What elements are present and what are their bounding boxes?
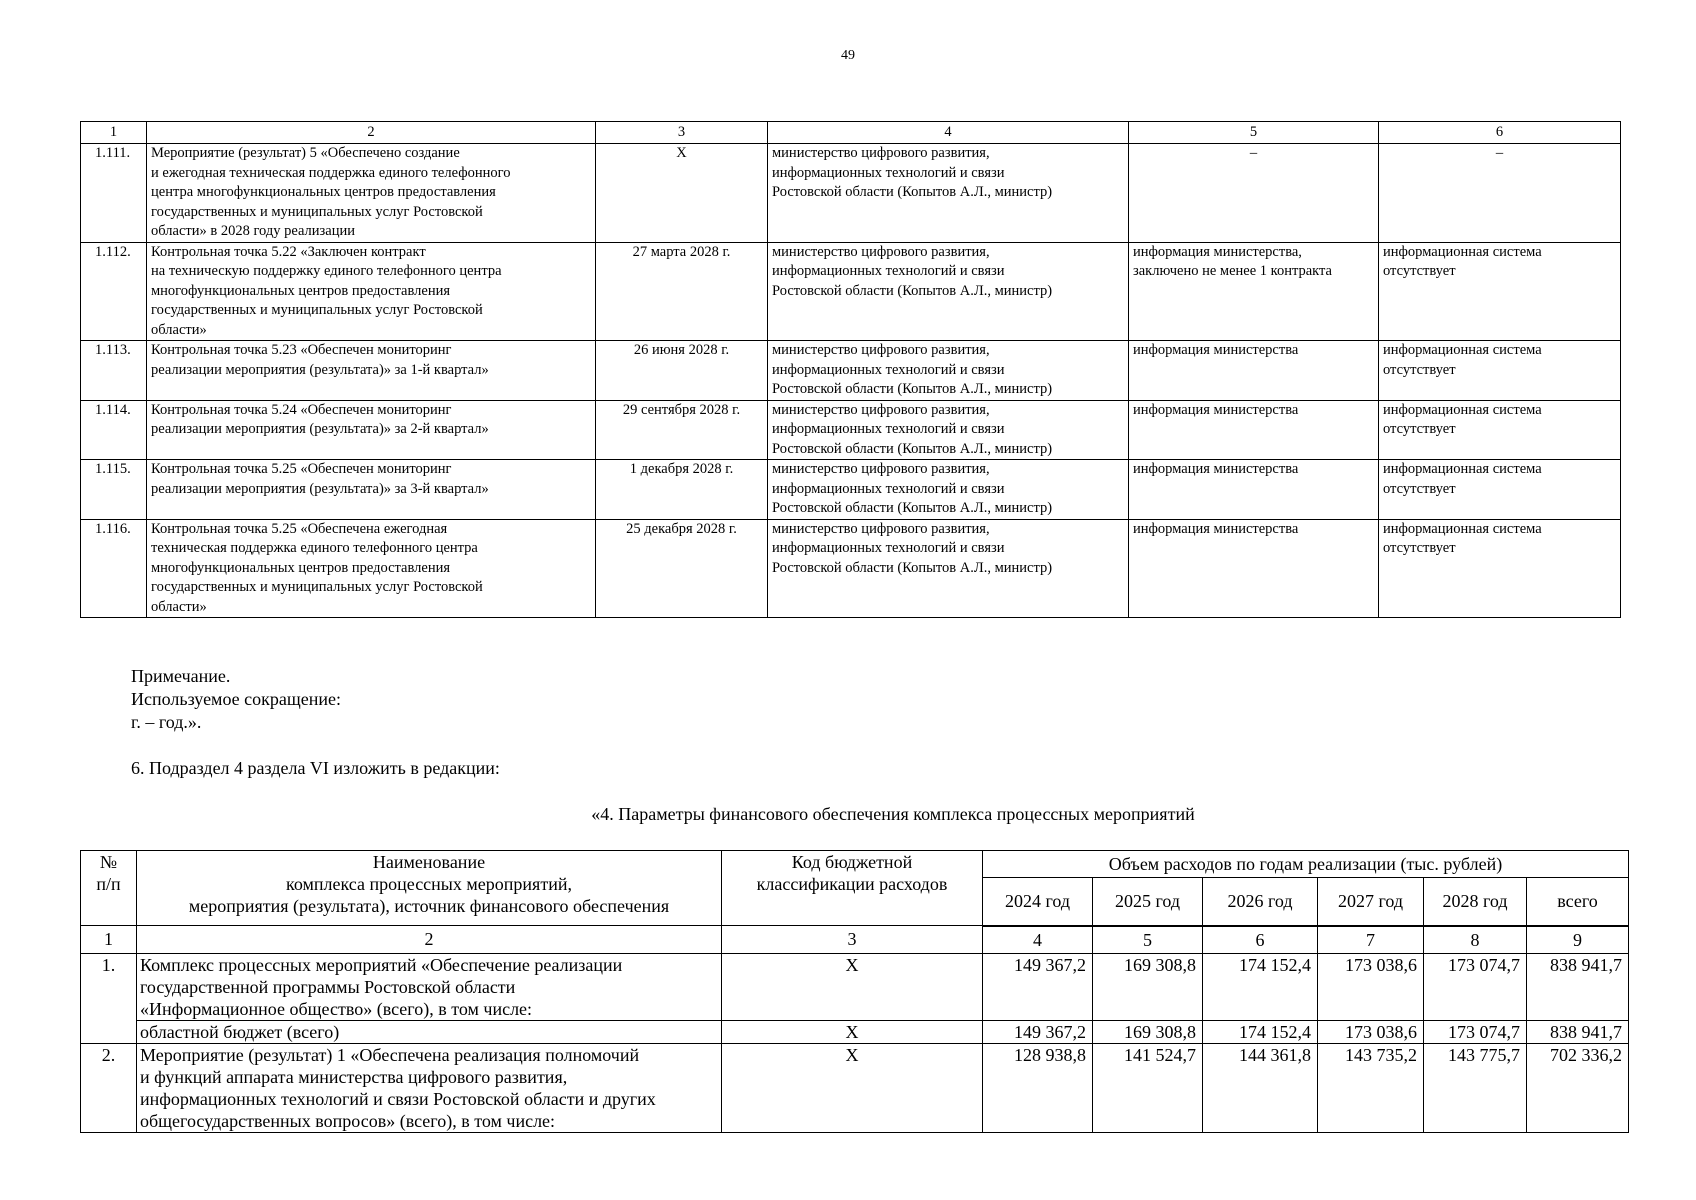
row-responsible-line: информационных технологий и связи — [772, 263, 1005, 279]
value-2025: 169 308,8 — [1093, 953, 1203, 1020]
row-responsible — [768, 242, 1129, 341]
row-confirming-document-line: заключено не менее 1 контракта — [1133, 263, 1332, 279]
row-description — [147, 144, 596, 243]
row-responsible — [768, 460, 1129, 520]
row-name-line: государственной программы Ростовской области — [140, 976, 516, 997]
header-text: п/п — [96, 874, 121, 894]
row-responsible-line: Ростовской области (Копытов А.Л., министр) — [772, 282, 1053, 299]
row-responsible — [768, 144, 1129, 243]
column-index: 4 — [983, 926, 1093, 954]
row-description-line: Контрольная точка 5.25 «Обеспечена ежегодная — [151, 520, 448, 537]
row-description-line: государственных и муниципальных услуг Ростовской — [151, 579, 483, 595]
row-confirming-document — [1129, 341, 1379, 401]
value-2028: 143 775,7 — [1424, 1043, 1527, 1132]
row-responsible-line: Ростовской области (Копытов А.Л., министр) — [772, 381, 1053, 397]
row-description-line: многофункциональных центров предоставления — [151, 282, 451, 299]
row-responsible-line: министерство цифрового развития, — [772, 520, 990, 537]
header-year: 2026 год — [1203, 878, 1318, 926]
header-year: 2027 год — [1318, 878, 1424, 926]
table-header-row — [81, 851, 1629, 878]
row-description-line: области» — [151, 321, 207, 338]
row-number: 1.116. — [81, 519, 147, 618]
row-description-line: Мероприятие (результат) 5 «Обеспечено создание — [151, 145, 460, 161]
row-information-system-line: отсутствует — [1383, 263, 1456, 279]
row-name-line: общегосударственных вопросов» (всего), в том числе: — [140, 1110, 556, 1131]
header-text: комплекса процессных мероприятий, — [286, 874, 572, 894]
column-index: 4 — [768, 122, 1129, 144]
header-year: 2025 год — [1093, 878, 1203, 926]
row-responsible-line: информационных технологий и связи — [772, 361, 1005, 378]
page-number: 49 — [841, 48, 855, 63]
row-information-system — [1379, 519, 1621, 618]
row-name-line: и функций аппарата министерства цифрового развития, — [140, 1066, 568, 1087]
row-responsible-line: Ростовской области (Копытов А.Л., министр) — [772, 440, 1053, 457]
note-block — [131, 665, 341, 734]
row-information-system-line: информационная система — [1383, 461, 1542, 477]
row-deadline: 25 декабря 2028 г. — [596, 519, 768, 618]
row-information-system-line: – — [1495, 145, 1504, 161]
row-description-line: и ежегодная техническая поддержка единого телефонного — [151, 164, 511, 181]
value-2024: 149 367,2 — [983, 953, 1093, 1020]
column-index: 2 — [137, 926, 722, 954]
financing-table — [80, 850, 1629, 1133]
table-row — [81, 144, 1621, 243]
table-row — [81, 460, 1621, 520]
column-index: 7 — [1318, 926, 1424, 954]
row-confirming-document — [1129, 144, 1379, 243]
column-index: 6 — [1379, 122, 1621, 144]
row-description-line: многофункциональных центров предоставления — [151, 559, 451, 576]
column-index: 5 — [1129, 122, 1379, 144]
table-row — [81, 242, 1621, 341]
row-number: 2. — [81, 1043, 137, 1132]
value-2026: 174 152,4 — [1203, 953, 1318, 1020]
column-index: 1 — [81, 122, 147, 144]
row-number: 1.113. — [81, 341, 147, 401]
row-description-line: Контрольная точка 5.25 «Обеспечен мониторинг — [151, 461, 452, 477]
value-total: 702 336,2 — [1527, 1043, 1629, 1132]
value-total: 838 941,7 — [1527, 1020, 1629, 1043]
note-title: Примечание. — [131, 666, 231, 686]
table-row — [81, 400, 1621, 460]
row-information-system — [1379, 341, 1621, 401]
row-description — [147, 341, 596, 401]
row-confirming-document-line: информация министерства, — [1133, 243, 1302, 260]
row-description-line: области» в 2028 году реализации — [151, 223, 355, 239]
table-row — [81, 953, 1629, 1020]
row-description — [147, 460, 596, 520]
row-confirming-document-line: информация министерства — [1133, 461, 1299, 477]
value-2026: 144 361,8 — [1203, 1043, 1318, 1132]
row-description-line: государственных и муниципальных услуг Ростовской — [151, 203, 483, 220]
row-responsible — [768, 519, 1129, 618]
row-responsible-line: министерство цифрового развития, — [772, 145, 990, 161]
row-confirming-document — [1129, 460, 1379, 520]
row-information-system-line: информационная система — [1383, 243, 1542, 260]
header-number — [81, 851, 137, 926]
row-number: 1.114. — [81, 400, 147, 460]
column-index: 3 — [596, 122, 768, 144]
row-information-system — [1379, 144, 1621, 243]
note-abbreviation-heading: Используемое сокращение: — [131, 689, 341, 709]
row-description-line: Контрольная точка 5.24 «Обеспечен мониторинг — [151, 401, 452, 418]
note-abbreviation: г. – год.». — [131, 712, 202, 732]
value-2025: 169 308,8 — [1093, 1020, 1203, 1043]
table-row — [81, 1043, 1629, 1132]
header-text: № — [99, 852, 118, 872]
value-2027: 143 735,2 — [1318, 1043, 1424, 1132]
header-text: Код бюджетной — [791, 852, 913, 872]
row-information-system-line: отсутствует — [1383, 421, 1456, 437]
row-responsible-line: министерство цифрового развития, — [772, 461, 990, 477]
row-number: 1. — [81, 953, 137, 1043]
row-description-line: центра многофункциональных центров предоставления — [151, 184, 496, 200]
row-description-line: Контрольная точка 5.23 «Обеспечен мониторинг — [151, 342, 452, 358]
row-code: X — [722, 953, 983, 1020]
value-total: 838 941,7 — [1527, 953, 1629, 1020]
row-information-system-line: информационная система — [1383, 401, 1542, 418]
row-description-line: техническая поддержка единого телефонного центра — [151, 540, 478, 556]
row-name-line: Комплекс процессных мероприятий «Обеспечение реализации — [140, 954, 623, 975]
row-name — [137, 1020, 722, 1043]
row-information-system-line: отсутствует — [1383, 361, 1456, 378]
table-row — [81, 519, 1621, 618]
column-index: 9 — [1527, 926, 1629, 954]
row-deadline: X — [596, 144, 768, 243]
row-information-system-line: информационная система — [1383, 342, 1542, 358]
row-number: 1.111. — [81, 144, 147, 243]
value-2024: 149 367,2 — [983, 1020, 1093, 1043]
row-deadline: 29 сентября 2028 г. — [596, 400, 768, 460]
value-2027: 173 038,6 — [1318, 953, 1424, 1020]
row-confirming-document-line: информация министерства — [1133, 401, 1299, 418]
row-description-line: реализации мероприятия (результата)» за 1-й квартал» — [151, 361, 489, 378]
header-total: всего — [1527, 878, 1629, 926]
row-code: X — [722, 1043, 983, 1132]
row-responsible-line: Ростовской области (Копытов А.Л., министр) — [772, 184, 1053, 200]
header-text: Наименование — [372, 852, 486, 872]
row-name-line: областной бюджет (всего) — [140, 1021, 340, 1042]
value-2026: 174 152,4 — [1203, 1020, 1318, 1043]
value-2025: 141 524,7 — [1093, 1043, 1203, 1132]
row-confirming-document-line: информация министерства — [1133, 342, 1299, 358]
header-year: 2024 год — [983, 878, 1093, 926]
row-description — [147, 400, 596, 460]
row-responsible-line: информационных технологий и связи — [772, 421, 1005, 437]
column-index: 8 — [1424, 926, 1527, 954]
row-information-system — [1379, 460, 1621, 520]
value-2027: 173 038,6 — [1318, 1020, 1424, 1043]
value-2028: 173 074,7 — [1424, 1020, 1527, 1043]
row-description-line: Контрольная точка 5.22 «Заключен контракт — [151, 243, 426, 260]
row-description-line: реализации мероприятия (результата)» за 2-й квартал» — [151, 421, 489, 437]
row-name-line: Мероприятие (результат) 1 «Обеспечена реализация полномочий — [140, 1044, 640, 1065]
row-responsible — [768, 341, 1129, 401]
table-row — [81, 1020, 1629, 1043]
header-year: 2028 год — [1424, 878, 1527, 926]
row-information-system-line: отсутствует — [1383, 480, 1456, 497]
header-budget-code — [722, 851, 983, 926]
row-information-system — [1379, 242, 1621, 341]
row-responsible-line: министерство цифрового развития, — [772, 342, 990, 358]
row-description-line: реализации мероприятия (результата)» за 3-й квартал» — [151, 480, 489, 497]
row-responsible-line: информационных технологий и связи — [772, 164, 1005, 181]
row-number: 1.112. — [81, 242, 147, 341]
row-responsible — [768, 400, 1129, 460]
row-information-system — [1379, 400, 1621, 460]
row-responsible-line: информационных технологий и связи — [772, 480, 1005, 497]
row-description-line: на техническую поддержку единого телефонного центра — [151, 263, 502, 279]
row-confirming-document-line: – — [1249, 145, 1258, 161]
row-description-line: государственных и муниципальных услуг Ростовской — [151, 302, 483, 318]
row-confirming-document — [1129, 519, 1379, 618]
row-number: 1.115. — [81, 460, 147, 520]
value-2024: 128 938,8 — [983, 1043, 1093, 1132]
row-responsible-line: министерство цифрового развития, — [772, 401, 990, 418]
column-index: 3 — [722, 926, 983, 954]
column-index: 6 — [1203, 926, 1318, 954]
row-responsible-line: министерство цифрового развития, — [772, 243, 990, 260]
row-information-system-line: отсутствует — [1383, 540, 1456, 556]
column-index: 1 — [81, 926, 137, 954]
column-index-row — [81, 926, 1629, 954]
row-responsible-line: информационных технологий и связи — [772, 540, 1005, 556]
row-confirming-document — [1129, 400, 1379, 460]
row-code: X — [722, 1020, 983, 1043]
value-2028: 173 074,7 — [1424, 953, 1527, 1020]
row-name — [137, 1043, 722, 1132]
paragraph-6: 6. Подраздел 4 раздела VI изложить в редакции: — [131, 758, 500, 778]
row-confirming-document-line: информация министерства — [1133, 520, 1299, 537]
header-text: мероприятия (результата), источник финансового обеспечения — [188, 896, 670, 916]
row-name-line: «Информационное общество» (всего), в том числе: — [140, 998, 533, 1019]
row-name-line: информационных технологий и связи Ростовской области и других — [140, 1088, 656, 1109]
row-deadline: 27 марта 2028 г. — [596, 242, 768, 341]
row-deadline: 26 июня 2028 г. — [596, 341, 768, 401]
row-description — [147, 242, 596, 341]
row-information-system-line: информационная система — [1383, 520, 1542, 537]
table-row — [81, 341, 1621, 401]
column-index: 5 — [1093, 926, 1203, 954]
header-text: классификации расходов — [756, 874, 948, 894]
column-index: 2 — [147, 122, 596, 144]
row-description — [147, 519, 596, 618]
row-name — [137, 953, 722, 1020]
table-header-row — [81, 122, 1621, 144]
row-description-line: области» — [151, 598, 207, 615]
row-confirming-document — [1129, 242, 1379, 341]
header-name — [137, 851, 722, 926]
header-volume: Объем расходов по годам реализации (тыс. рублей) — [983, 851, 1629, 878]
control-points-table — [80, 121, 1621, 618]
section-title: «4. Параметры финансового обеспечения комплекса процессных мероприятий — [591, 804, 1195, 824]
row-deadline: 1 декабря 2028 г. — [596, 460, 768, 520]
row-responsible-line: Ростовской области (Копытов А.Л., министр) — [772, 559, 1053, 576]
row-responsible-line: Ростовской области (Копытов А.Л., министр) — [772, 500, 1053, 516]
